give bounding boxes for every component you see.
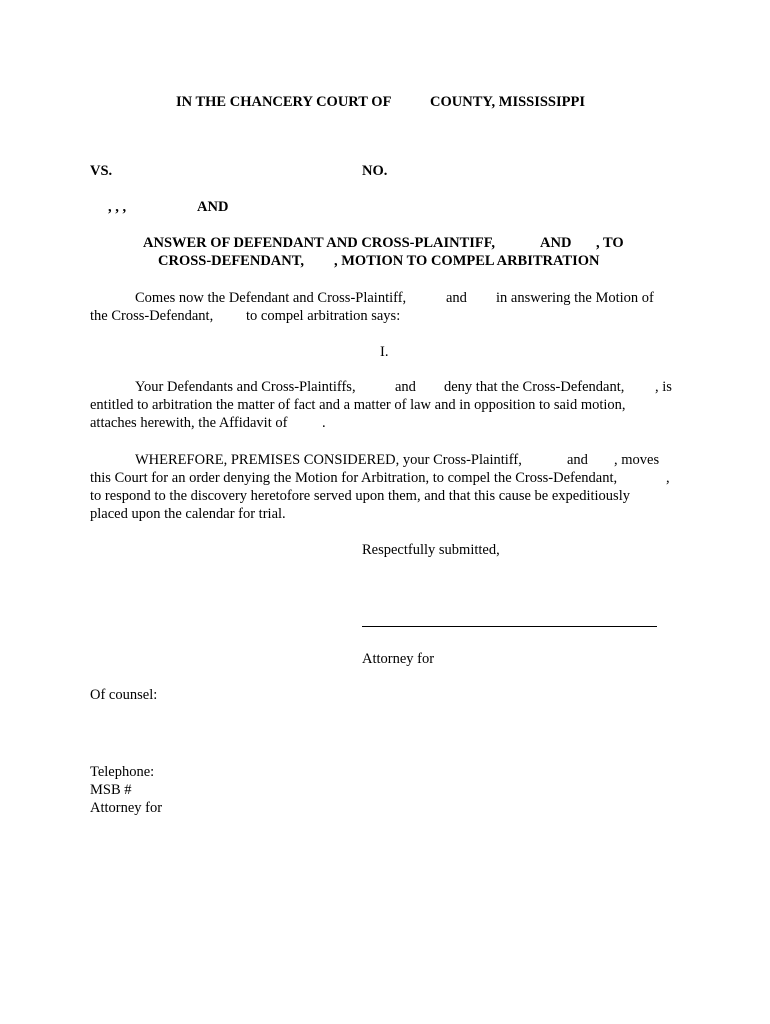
para1-line1-part3: deny that the Cross-Defendant,	[444, 379, 625, 395]
intro-line1-part1: Comes now the Defendant and Cross-Plaintiff,	[135, 290, 407, 306]
title-line2-part2: , MOTION TO COMPEL ARBITRATION	[334, 253, 600, 269]
para2-line4: placed upon the calendar for trial.	[90, 506, 286, 522]
case-number-label: NO.	[362, 163, 388, 179]
section-number: I.	[380, 344, 389, 360]
versus-label: VS.	[90, 163, 113, 179]
defendants-commas: , , ,	[108, 199, 127, 215]
intro-line1-part3: in answering the Motion of	[496, 290, 654, 306]
para2-line3: to respond to the discovery heretofore served upon them, and that this cause be expeditiously	[90, 488, 630, 504]
intro-line2-part1: the Cross-Defendant,	[90, 308, 214, 324]
msb-label: MSB #	[90, 782, 132, 798]
intro-line2-part2: to compel arbitration says:	[246, 308, 401, 324]
title-line1-part3: , TO	[596, 235, 624, 251]
closing-text: Respectfully submitted,	[362, 542, 500, 558]
para1-line3-part1: attaches herewith, the Affidavit of	[90, 415, 288, 431]
para1-line1-part4: , is	[655, 379, 672, 395]
para2-line2-part2: ,	[666, 470, 670, 486]
para2-line1-part3: , moves	[614, 452, 660, 468]
title-line1-part1: ANSWER OF DEFENDANT AND CROSS-PLAINTIFF,	[143, 235, 495, 251]
telephone-label: Telephone:	[90, 764, 155, 780]
para1-line1-part1: Your Defendants and Cross-Plaintiffs,	[135, 379, 356, 395]
signature-line	[362, 626, 657, 627]
of-counsel-label: Of counsel:	[90, 687, 158, 703]
para2-line1-part2: and	[567, 452, 588, 468]
signature-attorney-for: Attorney for	[362, 651, 435, 667]
para2-line1-part1: WHEREFORE, PREMISES CONSIDERED, your Cross-Plaintiff,	[135, 452, 522, 468]
court-heading-right: COUNTY, MISSISSIPPI	[430, 94, 585, 110]
para1-line1-part2: and	[395, 379, 416, 395]
court-heading-left: IN THE CHANCERY COURT OF	[176, 94, 392, 110]
title-line2-part1: CROSS-DEFENDANT,	[158, 253, 304, 269]
intro-line1-part2: and	[446, 290, 467, 306]
counsel-attorney-for: Attorney for	[90, 800, 163, 816]
title-line1-part2: AND	[540, 235, 572, 251]
para2-line2-part1: this Court for an order denying the Motion for Arbitration, to compel the Cross-Defendant,	[90, 470, 618, 486]
defendants-and: AND	[197, 199, 229, 215]
para1-line3-part2: .	[322, 415, 326, 431]
para1-line2: entitled to arbitration the matter of fact and a matter of law and in opposition to said motion,	[90, 397, 626, 413]
